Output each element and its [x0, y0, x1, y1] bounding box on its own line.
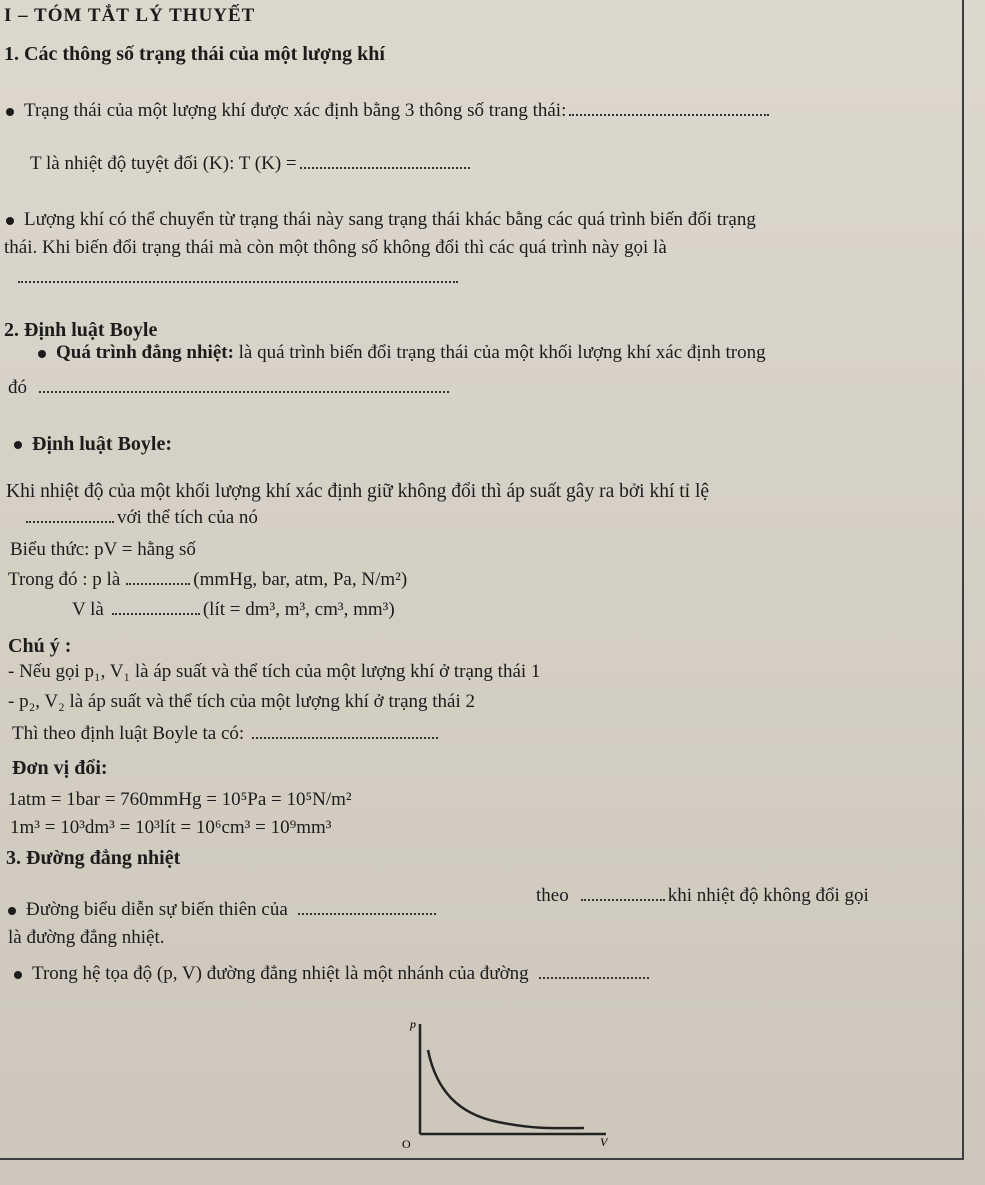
- note-line-3: [12, 722, 441, 746]
- conversion-line-2: 1m³ = 10³dm³ = 10³lít = 10⁶cm³ = 10⁹mm³: [10, 817, 332, 838]
- p-definition-line: [8, 568, 407, 592]
- v-definition-line: [72, 598, 395, 622]
- bullet-text: Trạng thái của một lượng khí được xác định bằng 3 thông số trang thái:: [24, 100, 567, 121]
- heading-2: 2. Định luật Boyle: [4, 319, 158, 341]
- temperature-text: T là nhiệt độ tuyệt đối (K): T (K) =: [30, 153, 297, 174]
- blank-answer-line: [4, 266, 461, 290]
- blank-line: [581, 895, 665, 901]
- isotherm-graph: [388, 1010, 628, 1150]
- bullet-icon: [38, 350, 46, 358]
- blank-line: [252, 733, 438, 739]
- bullet-state-params: [6, 99, 772, 123]
- heading-3: 3. Đường đẳng nhiệt: [6, 847, 181, 869]
- blank-line: [539, 973, 649, 979]
- isothermal-label: Quá trình đẳng nhiệt:: [56, 342, 234, 363]
- p-axis-label: p: [410, 1017, 416, 1031]
- p-units: (mmHg, bar, atm, Pa, N/m²): [193, 569, 408, 590]
- isotherm-line-2: là đường đẳng nhiệt.: [8, 927, 165, 948]
- isotherm-theo: [536, 884, 869, 908]
- section-title: I – TÓM TẮT LÝ THUYẾT: [4, 5, 256, 26]
- transition-line-2: thái. Khi biến đổi trạng thái mà còn một thông số không đổi thì các quá trình này gọi là: [4, 237, 667, 258]
- isothermal-do: đó: [8, 377, 27, 398]
- temperature-line: [30, 152, 473, 176]
- bullet-icon: [6, 217, 14, 225]
- bullet-icon: [14, 441, 22, 449]
- isotherm-curve: [428, 1050, 584, 1128]
- bullet-isotherm-definition: [8, 898, 439, 922]
- boyle-law-heading: [14, 432, 172, 456]
- bullet-icon: [14, 971, 22, 979]
- bullet-icon: [8, 907, 16, 915]
- boyle-law-text: với thể tích của nó: [117, 507, 258, 528]
- bullet-icon: [6, 108, 14, 116]
- blank-line: [569, 110, 769, 116]
- boyle-law-label: Định luật Boyle:: [32, 433, 173, 455]
- bullet-isothermal: [38, 341, 766, 365]
- isotherm-text-1: Đường biểu diễn sự biến thiên của: [26, 899, 288, 920]
- expression-line: Biểu thức: pV = hằng số: [10, 539, 196, 560]
- isothermal-line-2: [8, 376, 452, 400]
- blank-line: [300, 163, 470, 169]
- page-border-bottom: [0, 1158, 964, 1160]
- note-line-2: - p₂, V₂ là áp suất và thể tích của một lượng khí ở trạng thái 2: [8, 691, 475, 712]
- isotherm-text-3: khi nhiệt độ không đổi gọi: [667, 885, 869, 906]
- v-axis-label: V: [600, 1135, 608, 1149]
- bullet-state-transition: [6, 208, 756, 232]
- conversion-line-1: 1atm = 1bar = 760mmHg = 10⁵Pa = 10⁵N/m²: [8, 789, 352, 810]
- blank-line: [18, 277, 458, 283]
- p-prefix: Trong đó : p là: [8, 569, 121, 590]
- heading-1: 1. Các thông số trạng thái của một lượng khí: [4, 43, 385, 65]
- note-line-3-text: Thì theo định luật Boyle ta có:: [12, 723, 245, 744]
- bullet-text: Lượng khí có thể chuyển từ trạng thái này sang trạng thái khác bằng các quá trình biến đổi trạng: [24, 209, 756, 230]
- blank-line: [298, 909, 436, 915]
- page-border-right: [962, 0, 964, 1160]
- boyle-law-line-1: Khi nhiệt độ của một khối lượng khí xác định giữ không đổi thì áp suất gây ra bởi khí tỉ lệ: [6, 481, 710, 502]
- isotherm-text-2: theo: [536, 885, 569, 906]
- note-line-1: - Nếu gọi p₁, V₁ là áp suất và thể tích của một lượng khí ở trạng thái 1: [8, 661, 541, 682]
- v-units: (lít = dm³, m³, cm³, mm³): [202, 599, 395, 620]
- origin-label: O: [402, 1137, 411, 1150]
- bullet-isotherm-hyperbola: [14, 962, 652, 986]
- blank-line: [112, 609, 200, 615]
- conversion-heading: Đơn vị đổi:: [12, 757, 108, 779]
- boyle-law-line-2: [26, 506, 258, 530]
- blank-line: [39, 387, 449, 393]
- v-prefix: V là: [72, 599, 104, 620]
- hyperbola-text: Trong hệ tọa độ (p, V) đường đẳng nhiệt là một nhánh của đường: [32, 963, 529, 984]
- isothermal-text: là quá trình biến đổi trạng thái của một khối lượng khí xác định trong: [233, 342, 766, 363]
- blank-line: [126, 579, 190, 585]
- blank-line: [26, 517, 114, 523]
- note-heading: Chú ý :: [8, 635, 72, 657]
